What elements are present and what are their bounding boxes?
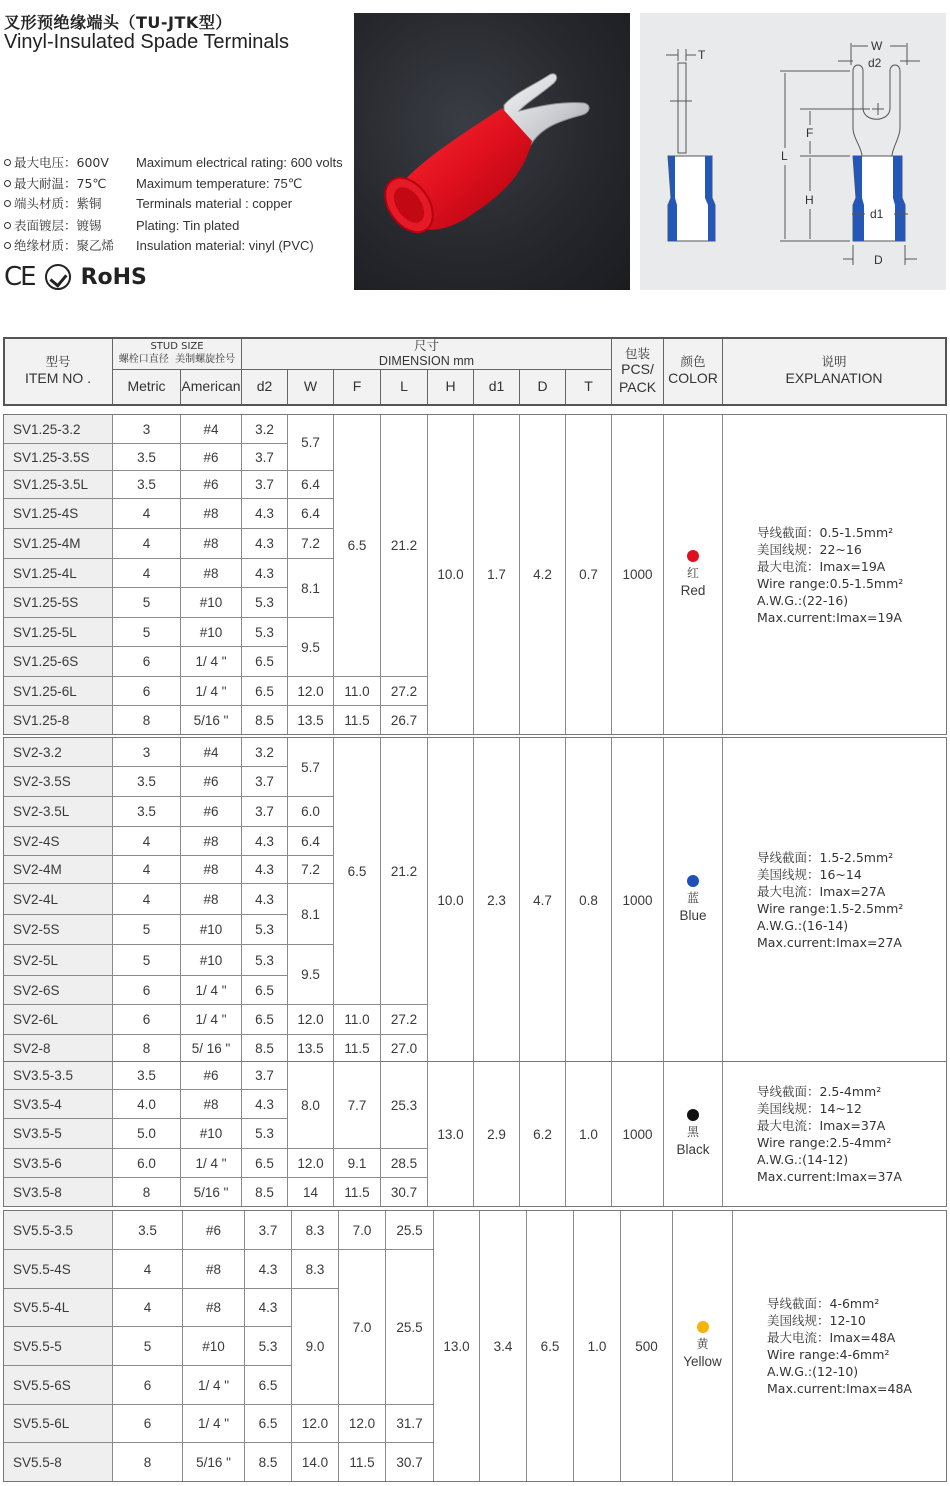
header-f: F	[333, 369, 381, 405]
american-cell: #6	[180, 796, 242, 827]
svg-text:F: F	[806, 126, 814, 140]
f-cell: 11.5	[333, 1177, 381, 1207]
item-no-cell: SV1.25-3.5L	[3, 470, 113, 499]
d2-cell: 8.5	[244, 1442, 292, 1482]
d2-cell: 3.7	[241, 796, 288, 827]
w-cell: 6.4	[287, 498, 334, 529]
w-cell: 9.5	[287, 944, 334, 1005]
t-cell: 0.7	[565, 414, 612, 735]
american-cell: #6	[180, 766, 242, 797]
explanation-text	[757, 524, 903, 626]
american-cell: 1/ 4 "	[182, 1404, 245, 1443]
american-cell: #10	[182, 1326, 245, 1366]
item-no-cell: SV2-4M	[3, 855, 113, 884]
american-cell: 5/16 "	[182, 1442, 245, 1482]
explanation-line: Max.current:Imax=37A	[757, 1169, 902, 1184]
metric-cell: 5	[112, 617, 181, 647]
color-cell	[663, 414, 723, 735]
explanation-line: 美国线规：12-10	[767, 1313, 866, 1328]
f-cell: 11.5	[333, 1034, 381, 1063]
american-cell: #10	[180, 1118, 242, 1149]
spec-voltage: 最大电压：600V Maximum electrical rating: 600 volts	[4, 153, 343, 171]
american-cell: #6	[182, 1210, 245, 1250]
d2-cell: 5.3	[241, 914, 288, 945]
item-no-cell: SV1.25-5S	[3, 587, 113, 618]
explanation-line: 美国线规：16~14	[757, 867, 862, 882]
t-cell: 1.0	[573, 1210, 621, 1482]
explanation-line: A.W.G.:(16-14)	[757, 918, 849, 933]
color-name-en: Blue	[679, 908, 707, 924]
svg-text:d1: d1	[870, 207, 884, 221]
f-cell: 11.0	[333, 676, 381, 706]
d2-cell: 3.7	[241, 443, 288, 471]
d2-cell: 4.3	[241, 1089, 288, 1119]
header-metric: Metric	[112, 369, 181, 405]
dimension-diagram	[640, 13, 946, 290]
w-cell: 6.0	[287, 796, 334, 827]
american-cell: #10	[180, 617, 242, 647]
w-cell: 6.4	[287, 470, 334, 499]
item-no-cell: SV1.25-6L	[3, 676, 113, 706]
item-no-cell: SV2-3.5L	[3, 796, 113, 827]
header-t: T	[565, 369, 612, 405]
d2-cell: 6.5	[241, 1148, 288, 1178]
explanation-text	[757, 1083, 902, 1185]
american-cell: #10	[180, 944, 242, 976]
sgs-mark-icon	[45, 264, 71, 290]
color-dot-icon	[687, 1109, 699, 1121]
american-cell: 1/ 4 "	[182, 1365, 245, 1405]
metric-cell: 5	[112, 914, 181, 945]
explanation-line: 导线截面：1.5-2.5mm²	[757, 850, 894, 865]
d2-cell: 3.7	[241, 766, 288, 797]
l-cell: 25.5	[385, 1249, 434, 1405]
color-name-cn: 黑	[686, 1125, 699, 1140]
metric-cell: 6.0	[112, 1148, 181, 1178]
item-no-cell: SV3.5-4	[3, 1089, 113, 1119]
f-cell: 6.5	[333, 737, 381, 1005]
f-cell: 7.0	[338, 1249, 386, 1405]
l-cell: 21.2	[380, 737, 428, 1005]
d2-cell: 4.3	[241, 498, 288, 529]
item-no-cell: SV2-8	[3, 1034, 113, 1063]
d2-cell: 3.7	[241, 1061, 288, 1090]
l-cell: 31.7	[385, 1404, 434, 1443]
d2-cell: 4.3	[241, 528, 288, 559]
ce-mark-icon: CE	[4, 262, 35, 292]
w-cell: 12.0	[287, 1004, 334, 1035]
d2-cell: 5.3	[241, 617, 288, 647]
d1-cell: 3.4	[479, 1210, 527, 1482]
l-cell: 21.2	[380, 414, 428, 677]
l-cell: 30.7	[385, 1442, 434, 1482]
header-stud-size: STUD SIZE 螺栓口直径 美制螺旋拴号	[112, 337, 242, 370]
f-cell: 9.1	[333, 1148, 381, 1178]
metric-cell: 3.5	[112, 1061, 181, 1090]
metric-cell: 6	[112, 1004, 181, 1035]
american-cell: 1/ 4 "	[180, 676, 242, 706]
spade-terminal-image	[354, 13, 630, 290]
color-name-cn: 红	[686, 565, 699, 580]
d2-cell: 6.5	[244, 1404, 292, 1443]
d2-cell: 8.5	[241, 1034, 288, 1063]
explanation-line: Wire range:0.5-1.5mm²	[757, 575, 904, 591]
item-no-cell: SV3.5-3.5	[3, 1061, 113, 1090]
explanation-line: 美国线规：22~16	[757, 541, 862, 557]
d2-cell: 4.3	[244, 1249, 292, 1289]
w-cell: 13.5	[287, 1034, 334, 1063]
item-no-cell: SV5.5-6S	[3, 1365, 113, 1405]
american-cell: 5/16 "	[180, 705, 242, 735]
stud-size-cn-labels: 螺栓口直径 美制螺旋拴号	[118, 353, 236, 365]
svg-text:D: D	[874, 253, 883, 267]
d2-cell: 5.3	[241, 944, 288, 976]
d2-cell: 5.3	[241, 1118, 288, 1149]
d-cell: 6.5	[526, 1210, 574, 1482]
american-cell: #4	[180, 414, 242, 444]
header-l: L	[380, 369, 428, 405]
metric-cell: 6	[112, 1365, 183, 1405]
metric-cell: 3.5	[112, 443, 181, 471]
explanation-cell	[722, 1061, 947, 1207]
metric-cell: 4	[112, 558, 181, 588]
item-no-cell: SV2-3.5S	[3, 766, 113, 797]
spec-temperature: 最大耐温：75℃ Maximum temperature: 75℃	[4, 174, 302, 192]
d2-cell: 4.3	[241, 855, 288, 884]
metric-cell: 4	[112, 826, 181, 856]
f-cell: 7.0	[338, 1210, 386, 1250]
american-cell: #8	[180, 855, 242, 884]
metric-cell: 4	[112, 883, 181, 915]
metric-cell: 3.5	[112, 1210, 183, 1250]
american-cell: #6	[180, 443, 242, 471]
title-chinese: 叉形预绝缘端头（TU-JTK型）	[4, 13, 232, 32]
w-cell: 7.2	[287, 528, 334, 559]
d1-cell: 2.3	[473, 737, 520, 1063]
pack-cell: 1000	[611, 414, 664, 735]
header-d1: d1	[473, 369, 520, 405]
item-no-cell: SV2-6L	[3, 1004, 113, 1035]
explanation-line: A.W.G.:(22-16)	[757, 592, 849, 608]
l-cell: 30.7	[380, 1177, 428, 1207]
pack-cell: 1000	[611, 737, 664, 1063]
header-d: D	[519, 369, 566, 405]
american-cell: #8	[182, 1249, 245, 1289]
metric-cell: 8	[112, 1177, 181, 1207]
f-cell: 11.5	[338, 1442, 386, 1482]
metric-cell: 3.5	[112, 796, 181, 827]
f-cell: 12.0	[338, 1404, 386, 1443]
metric-cell: 6	[112, 646, 181, 677]
l-cell: 27.2	[380, 676, 428, 706]
t-cell: 0.8	[565, 737, 612, 1063]
item-no-cell: SV2-4S	[3, 826, 113, 856]
american-cell: #10	[180, 914, 242, 945]
w-cell: 8.3	[291, 1249, 339, 1289]
certification-logos	[4, 262, 147, 292]
svg-text:W: W	[871, 39, 883, 53]
w-cell: 7.2	[287, 855, 334, 884]
explanation-line: 最大电流：Imax=48A	[767, 1330, 896, 1345]
american-cell: 1/ 4 "	[180, 1004, 242, 1035]
header-american: American	[180, 369, 242, 405]
item-no-cell: SV1.25-6S	[3, 646, 113, 677]
explanation-cell	[722, 414, 947, 735]
header-d2: d2	[241, 369, 288, 405]
d2-cell: 3.2	[241, 414, 288, 444]
d2-cell: 6.5	[241, 646, 288, 677]
bullet-icon	[4, 242, 11, 249]
l-cell: 27.2	[380, 1004, 428, 1035]
header-h: H	[427, 369, 474, 405]
metric-cell: 8	[112, 705, 181, 735]
metric-cell: 5	[112, 1326, 183, 1366]
metric-cell: 6	[112, 1404, 183, 1443]
item-no-cell: SV1.25-8	[3, 705, 113, 735]
explanation-line: 导线截面：2.5-4mm²	[757, 1084, 882, 1099]
d1-cell: 1.7	[473, 414, 520, 735]
color-name-cn: 蓝	[686, 891, 699, 906]
l-cell: 27.0	[380, 1034, 428, 1063]
header-pack: 包装 PCS/ PACK	[611, 337, 664, 405]
american-cell: 1/ 4 "	[180, 1148, 242, 1178]
w-cell: 8.0	[287, 1061, 334, 1149]
header-dimension: 尺寸 DIMENSION mm	[241, 337, 612, 370]
american-cell: #8	[180, 498, 242, 529]
metric-cell: 4	[112, 528, 181, 559]
d1-cell: 2.9	[473, 1061, 520, 1207]
w-cell: 14	[287, 1177, 334, 1207]
h-cell: 10.0	[427, 414, 474, 735]
item-no-cell: SV2-3.2	[3, 737, 113, 767]
w-cell: 14.0	[291, 1442, 339, 1482]
explanation-line: 导线截面：4-6mm²	[767, 1296, 880, 1311]
d2-cell: 8.5	[241, 705, 288, 735]
w-cell: 9.0	[291, 1288, 339, 1405]
explanation-line: Max.current:Imax=19A	[757, 609, 902, 625]
w-cell: 8.3	[291, 1210, 339, 1250]
explanation-line: Max.current:Imax=27A	[757, 935, 902, 950]
svg-text:d2: d2	[868, 56, 882, 70]
color-cell	[672, 1210, 733, 1482]
explanation-line: A.W.G.:(14-12)	[757, 1152, 849, 1167]
american-cell: 5/ 16 "	[180, 1034, 242, 1063]
item-no-cell: SV1.25-4M	[3, 528, 113, 559]
american-cell: 1/ 4 "	[180, 975, 242, 1005]
terminal-dimension-drawing	[640, 13, 946, 290]
w-cell: 12.0	[291, 1404, 339, 1443]
american-cell: 1/ 4 "	[180, 646, 242, 677]
bullet-icon	[4, 222, 11, 229]
d2-cell: 6.5	[241, 975, 288, 1005]
explanation-cell	[732, 1210, 947, 1482]
metric-cell: 4.0	[112, 1089, 181, 1119]
metric-cell: 4	[112, 1249, 183, 1289]
explanation-line: 美国线规：14~12	[757, 1101, 862, 1116]
item-no-cell: SV1.25-5L	[3, 617, 113, 647]
w-cell: 9.5	[287, 617, 334, 677]
d2-cell: 5.3	[244, 1326, 292, 1366]
american-cell: #8	[180, 528, 242, 559]
explanation-line: Wire range:4-6mm²	[767, 1347, 890, 1362]
f-cell: 6.5	[333, 414, 381, 677]
american-cell: #8	[182, 1288, 245, 1327]
h-cell: 10.0	[427, 737, 474, 1063]
item-no-cell: SV1.25-3.5S	[3, 443, 113, 471]
header-explanation: 说明 EXPLANATION	[722, 337, 946, 405]
explanation-line: Wire range:2.5-4mm²	[757, 1135, 892, 1150]
item-no-cell: SV5.5-4L	[3, 1288, 113, 1327]
item-no-cell: SV1.25-4L	[3, 558, 113, 588]
metric-cell: 5	[112, 944, 181, 976]
american-cell: #8	[180, 826, 242, 856]
color-cell	[663, 737, 723, 1063]
item-no-cell: SV5.5-6L	[3, 1404, 113, 1443]
d2-cell: 4.3	[244, 1288, 292, 1327]
american-cell: #10	[180, 587, 242, 618]
item-no-cell: SV5.5-4S	[3, 1249, 113, 1289]
metric-cell: 3.5	[112, 470, 181, 499]
title-english: Vinyl-Insulated Spade Terminals	[4, 31, 289, 53]
w-cell: 12.0	[287, 676, 334, 706]
bullet-icon	[4, 180, 11, 187]
w-cell: 5.7	[287, 737, 334, 797]
d2-cell: 6.5	[241, 1004, 288, 1035]
l-cell: 25.5	[385, 1210, 434, 1250]
explanation-line: 最大电流：Imax=27A	[757, 884, 886, 899]
metric-cell: 3.5	[112, 766, 181, 797]
metric-cell: 6	[112, 676, 181, 706]
item-no-cell: SV3.5-5	[3, 1118, 113, 1149]
item-no-cell: SV1.25-4S	[3, 498, 113, 529]
bullet-icon	[4, 159, 11, 166]
metric-cell: 8	[112, 1442, 183, 1482]
color-name-en: Yellow	[683, 1354, 722, 1370]
explanation-line: Max.current:Imax=48A	[767, 1381, 912, 1396]
d-cell: 4.2	[519, 414, 566, 735]
w-cell: 13.5	[287, 705, 334, 735]
color-cell	[663, 1061, 723, 1207]
svg-text:T: T	[698, 48, 706, 62]
svg-text:L: L	[781, 149, 788, 163]
color-name-en: Red	[680, 582, 706, 598]
h-cell: 13.0	[427, 1061, 474, 1207]
metric-cell: 5.0	[112, 1118, 181, 1149]
explanation-line: 最大电流：Imax=37A	[757, 1118, 886, 1133]
t-cell: 1.0	[565, 1061, 612, 1207]
item-no-cell: SV5.5-5	[3, 1326, 113, 1366]
item-no-cell: SV3.5-6	[3, 1148, 113, 1178]
american-cell: 5/16 "	[180, 1177, 242, 1207]
w-cell: 6.4	[287, 826, 334, 856]
metric-cell: 3	[112, 737, 181, 767]
w-cell: 5.7	[287, 414, 334, 471]
item-no-cell: SV2-5L	[3, 944, 113, 976]
metric-cell: 4	[112, 498, 181, 529]
product-photo	[354, 13, 630, 290]
svg-text:H: H	[805, 193, 814, 207]
d-cell: 6.2	[519, 1061, 566, 1207]
explanation-line: A.W.G.:(12-10)	[767, 1364, 859, 1379]
d2-cell: 3.7	[241, 470, 288, 499]
f-cell: 7.7	[333, 1061, 381, 1149]
pack-cell: 500	[620, 1210, 673, 1482]
american-cell: #6	[180, 1061, 242, 1090]
d2-cell: 5.3	[241, 587, 288, 618]
item-no-cell: SV2-4L	[3, 883, 113, 915]
header-color: 颜色 COLOR	[663, 337, 723, 405]
bullet-icon	[4, 200, 11, 207]
explanation-text	[767, 1295, 912, 1397]
explanation-line: 最大电流：Imax=19A	[757, 558, 886, 574]
metric-cell: 5	[112, 587, 181, 618]
metric-cell: 8	[112, 1034, 181, 1063]
l-cell: 25.3	[380, 1061, 428, 1149]
item-no-cell: SV3.5-8	[3, 1177, 113, 1207]
d2-cell: 6.5	[241, 676, 288, 706]
spec-plating: 表面镀层：镀锡 Plating: Tin plated	[4, 216, 239, 234]
w-cell: 8.1	[287, 558, 334, 618]
explanation-line: Wire range:1.5-2.5mm²	[757, 901, 904, 916]
d-cell: 4.7	[519, 737, 566, 1063]
american-cell: #8	[180, 1089, 242, 1119]
color-name-en: Black	[676, 1142, 710, 1158]
explanation-line: 导线截面：0.5-1.5mm²	[757, 524, 894, 540]
d2-cell: 3.2	[241, 737, 288, 767]
american-cell: #8	[180, 558, 242, 588]
d2-cell: 3.7	[244, 1210, 292, 1250]
w-cell: 8.1	[287, 883, 334, 945]
pack-cell: 1000	[611, 1061, 664, 1207]
spec-material: 端头材质：紫铜 Terminals material : copper	[4, 194, 292, 212]
rohs-mark-icon: RoHS	[80, 264, 147, 290]
w-cell: 12.0	[287, 1148, 334, 1178]
spec-insulation: 绝缘材质：聚乙烯 Insulation material: vinyl (PVC)	[4, 236, 314, 254]
metric-cell: 3	[112, 414, 181, 444]
d2-cell: 8.5	[241, 1177, 288, 1207]
item-no-cell: SV2-5S	[3, 914, 113, 945]
f-cell: 11.5	[333, 705, 381, 735]
d2-cell: 4.3	[241, 883, 288, 915]
explanation-cell	[722, 737, 947, 1063]
color-dot-icon	[687, 875, 699, 887]
american-cell: #6	[180, 470, 242, 499]
item-no-cell: SV5.5-3.5	[3, 1210, 113, 1250]
d2-cell: 4.3	[241, 826, 288, 856]
f-cell: 11.0	[333, 1004, 381, 1035]
item-no-cell: SV5.5-8	[3, 1442, 113, 1482]
metric-cell: 4	[112, 1288, 183, 1327]
header-item-no: 型号 ITEM NO .	[3, 337, 113, 405]
metric-cell: 4	[112, 855, 181, 884]
item-no-cell: SV1.25-3.2	[3, 414, 113, 444]
l-cell: 28.5	[380, 1148, 428, 1178]
explanation-text	[757, 849, 903, 951]
american-cell: #8	[180, 883, 242, 915]
header-w: W	[287, 369, 334, 405]
color-dot-icon	[687, 550, 699, 562]
color-dot-icon	[697, 1321, 709, 1333]
color-name-cn: 黄	[696, 1337, 709, 1352]
d2-cell: 6.5	[244, 1365, 292, 1405]
item-no-cell: SV2-6S	[3, 975, 113, 1005]
metric-cell: 6	[112, 975, 181, 1005]
l-cell: 26.7	[380, 705, 428, 735]
american-cell: #4	[180, 737, 242, 767]
d2-cell: 4.3	[241, 558, 288, 588]
h-cell: 13.0	[433, 1210, 480, 1482]
